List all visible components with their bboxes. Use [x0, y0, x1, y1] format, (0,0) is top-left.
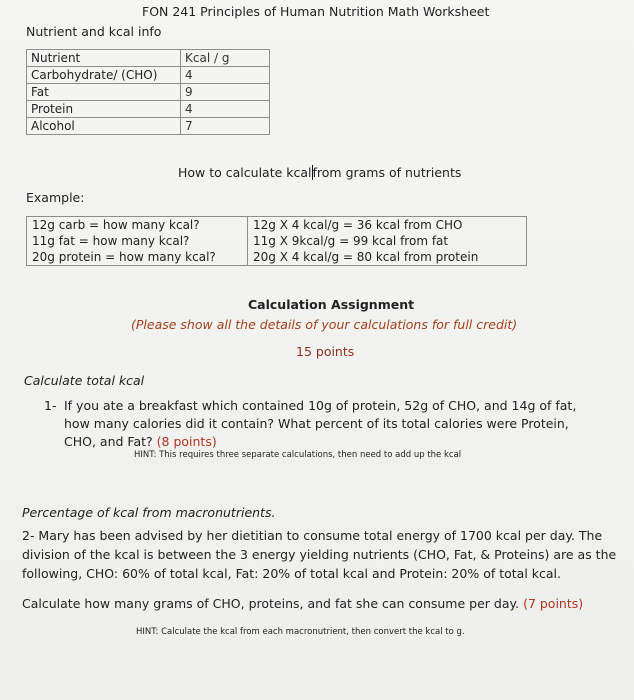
question1-section-heading: Calculate total kcal [24, 373, 145, 388]
how-to-heading [178, 165, 461, 180]
question2-hint: HINT: Calculate the kcal from each macronutrient, then convert the kcal to g. [136, 627, 465, 637]
header-cell: Nutrient [27, 50, 181, 67]
table-row [27, 217, 527, 234]
kcal-table [26, 49, 270, 135]
kcal-cell: 9 [181, 84, 270, 101]
table-row [27, 101, 270, 118]
assignment-points: 15 points [296, 344, 355, 359]
example-table [26, 216, 527, 266]
question2-text: 2- Mary has been advised by her dietitian to consume total energy of 1700 kcal per day. The division of the kcal is between the 3 energy yielding nutrients (CHO, Fat, & Proteins) are as the following, CHO: 60% of total kcal, Fat: 20% of total kcal and Protein: 20% of total kcal. [22, 528, 617, 581]
kcal-cell: 4 [181, 67, 270, 84]
question2-task-text: Calculate how many grams of CHO, proteins, and fat she can consume per day. [22, 596, 520, 611]
page-title: FON 241 Principles of Human Nutrition Math Worksheet [142, 4, 490, 19]
table-row [27, 233, 527, 249]
nutrient-cell: Carbohydrate/ (CHO) [27, 67, 181, 84]
example-answer: 12g X 4 kcal/g = 36 kcal from CHO [248, 217, 527, 234]
kcal-table-header [27, 50, 270, 67]
nutrient-cell: Fat [27, 84, 181, 101]
question2-task [22, 596, 583, 611]
nutrient-cell: Protein [27, 101, 181, 118]
question1-text: If you ate a breakfast which contained 10g of protein, 52g of CHO, and 14g of fat, how many calories did it contain? What percent of its total calories were Protein, CHO, and Fat? [64, 398, 577, 449]
question1-hint: HINT: This requires three separate calculations, then need to add up the kcal [134, 450, 462, 460]
question1-number: 1- [44, 398, 57, 413]
table-row [27, 249, 527, 266]
question2-points: (7 points) [523, 596, 584, 611]
example-answer: 11g X 9kcal/g = 99 kcal from fat [248, 233, 527, 249]
question1 [44, 397, 604, 451]
how-to-text-start: How to calculate kcal [178, 165, 312, 180]
section-label: Nutrient and kcal info [26, 24, 162, 39]
how-to-text-end: from grams of nutrients [312, 165, 462, 180]
example-question: 20g protein = how many kcal? [27, 249, 248, 266]
question1-points: (8 points) [156, 434, 217, 449]
assignment-heading: Calculation Assignment [248, 297, 415, 312]
nutrient-cell: Alcohol [27, 118, 181, 135]
header-cell: Kcal / g [181, 50, 270, 67]
question1-body [64, 397, 604, 451]
table-row [27, 118, 270, 135]
table-row [27, 84, 270, 101]
example-label: Example: [26, 190, 85, 205]
assignment-instruction: (Please show all the details of your calculations for full credit) [131, 317, 518, 332]
kcal-cell: 7 [181, 118, 270, 135]
example-question: 12g carb = how many kcal? [27, 217, 248, 234]
kcal-cell: 4 [181, 101, 270, 118]
question2-section-heading: Percentage of kcal from macronutrients. [22, 505, 276, 520]
example-answer: 20g X 4 kcal/g = 80 kcal from protein [248, 249, 527, 266]
example-question: 11g fat = how many kcal? [27, 233, 248, 249]
table-row [27, 67, 270, 84]
